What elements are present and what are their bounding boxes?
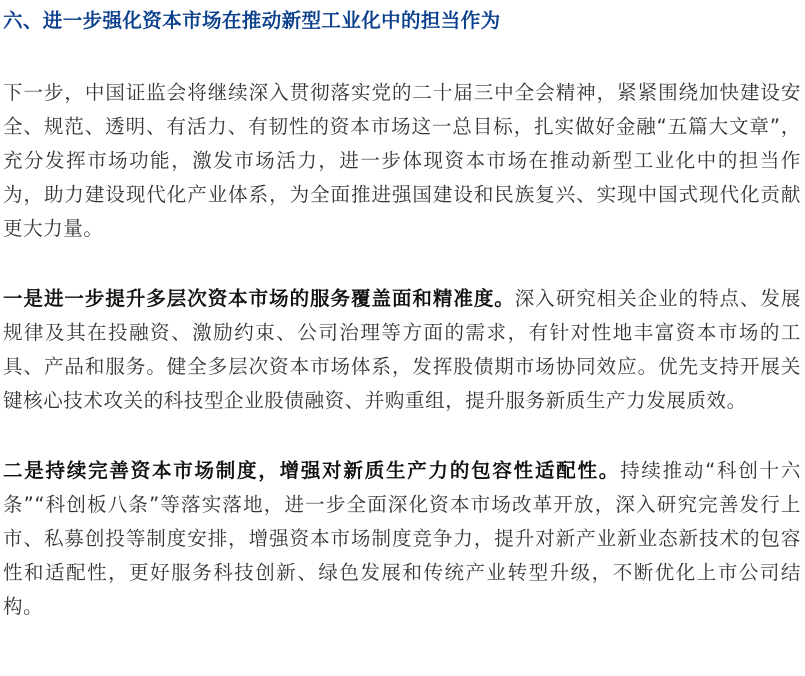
paragraph-point-two [3,454,801,624]
paragraph-point-two-text: 持续推动“科创十六条”“科创板八条”等落实落地，进一步全面深化资本市场改革开放，深入研究完善发行上市、私募创投等制度安排，增强资本市场制度竞争力，提升对新产业新业态新技术的包容性和适配性，更好服务科技创新、绿色发展和传统产业转型升级，不断优化上市公司结构。 [3,459,801,618]
paragraph-outlook-text: 下一步，中国证监会将继续深入贯彻落实党的二十届三中全会精神，紧紧围绕加快建设安全、规范、透明、有活力、有韧性的资本市场这一总目标，扎实做好金融“五篇大文章”，充分发挥市场功能，激发市场活力，进一步体现资本市场在推动新型工业化中的担当作为，助力建设现代化产业体系，为全面推进强国建设和民族复兴、实现中国式现代化贡献更大力量。 [3,81,801,240]
paragraph-point-two-lead: 二是持续完善资本市场制度，增强对新质生产力的包容性适配性。 [3,459,621,482]
paragraph-point-one-text: 深入研究相关企业的特点、发展规律及其在投融资、激励约束、公司治理等方面的需求，有针对性地丰富资本市场的工具、产品和服务。健全多层次资本市场体系，发挥股债期市场协同效应。优先支持开展关键核心技术攻关的科技型企业股债融资、并购重组，提升服务新质生产力发展质效。 [3,287,801,412]
paragraph-point-one-lead: 一是进一步提升多层次资本市场的服务覆盖面和精准度。 [3,287,515,310]
paragraph-point-one [3,282,801,418]
section-heading: 六、进一步强化资本市场在推动新型工业化中的担当作为 [3,9,501,32]
paragraph-outlook [3,76,801,246]
